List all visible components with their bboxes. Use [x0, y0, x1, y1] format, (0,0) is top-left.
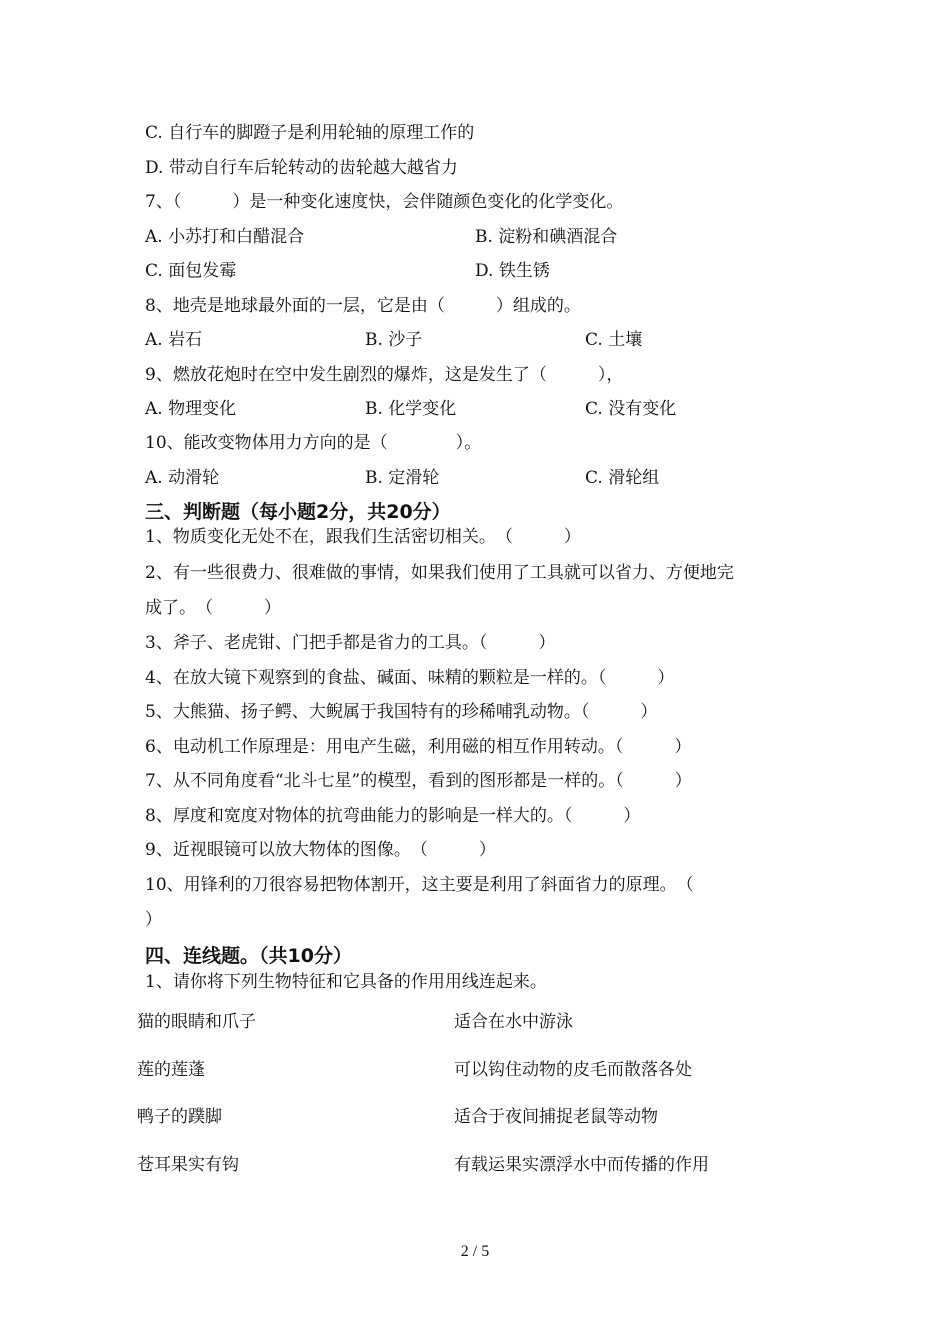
q7-option-b: B. 淀粉和碘酒混合 — [475, 227, 618, 247]
judge-item-6: 6、电动机工作原理是：用电产生磁，利用磁的相互作用转动。（ ） — [145, 737, 692, 757]
judge-item-3: 3、斧子、老虎钳、门把手都是省力的工具。（ ） — [145, 633, 556, 653]
link-right-item-1: 适合在水中游泳 — [454, 1012, 573, 1032]
judge-item-2: 2、有一些很费力、很难做的事情，如果我们使用了工具就可以省力、方便地完 — [145, 563, 734, 583]
q10-option-c: C. 滑轮组 — [585, 468, 660, 488]
q9-option-c: C. 没有变化 — [585, 399, 677, 419]
q7-option-d: D. 铁生锈 — [475, 261, 550, 281]
link-instruction: 1、请你将下列生物特征和它具备的作用用线连起来。 — [145, 972, 547, 992]
q9-option-b: B. 化学变化 — [365, 399, 457, 419]
link-right-item-3: 适合于夜间捕捉老鼠等动物 — [454, 1107, 658, 1127]
judge-item-5: 5、大熊猫、扬子鳄、大鲵属于我国特有的珍稀哺乳动物。（ ） — [145, 702, 658, 722]
q8-option-a: A. 岩石 — [145, 330, 203, 350]
q7-option-c: C. 面包发霉 — [145, 261, 237, 281]
q8-option-c: C. 土壤 — [585, 330, 643, 350]
q8-option-b: B. 沙子 — [365, 330, 423, 350]
judge-item-10: 10、用锋利的刀很容易把物体割开，这主要是利用了斜面省力的原理。 （ — [145, 875, 694, 895]
section-heading-judge: 三、判断题（每小题2分，共20分） — [145, 501, 451, 523]
judge-item-4: 4、在放大镜下观察到的食盐、碱面、味精的颗粒是一样的。（ ） — [145, 668, 675, 688]
page-number: 2 / 5 — [460, 1243, 490, 1260]
judge-item-9: 9、近视眼镜可以放大物体的图像。 （ ） — [145, 840, 496, 860]
link-right-item-4: 有载运果实漂浮水中而传播的作用 — [454, 1155, 709, 1175]
link-left-item-1: 猫的眼睛和爪子 — [137, 1012, 256, 1032]
question-8: 8、地壳是地球最外面的一层，它是由（ ）组成的。 — [145, 296, 581, 316]
section-heading-link: 四、连线题。（共10分） — [145, 945, 352, 967]
question-10: 10、能改变物体用力方向的是（ ）。 — [145, 433, 482, 453]
judge-item-8: 8、厚度和宽度对物体的抗弯曲能力的影响是一样大的。（ ） — [145, 806, 641, 826]
judge-item-1: 1、物质变化无处不在，跟我们生活密切相关。 （ ） — [145, 527, 581, 547]
link-left-item-3: 鸭子的蹼脚 — [137, 1107, 222, 1127]
link-left-item-2: 莲的莲蓬 — [137, 1060, 205, 1080]
q6-option-d: D. 带动自行车后轮转动的齿轮越大越省力 — [145, 158, 458, 178]
judge-item-7: 7、从不同角度看“北斗七星”的模型，看到的图形都是一样的。（ ） — [145, 771, 692, 791]
question-7: 7、（ ）是一种变化速度快，会伴随颜色变化的化学变化。 — [145, 192, 624, 212]
judge-item-2-cont: 成了。 （ ） — [145, 598, 281, 618]
q10-option-a: A. 动滑轮 — [145, 468, 220, 488]
question-9: 9、燃放花炮时在空中发生剧烈的爆炸，这是发生了（ ）， — [145, 365, 624, 385]
judge-item-10-cont: ） — [145, 910, 162, 930]
q9-option-a: A. 物理变化 — [145, 399, 237, 419]
q7-option-a: A. 小苏打和白醋混合 — [145, 227, 305, 247]
link-left-item-4: 苍耳果实有钩 — [137, 1155, 239, 1175]
link-right-item-2: 可以钩住动物的皮毛而散落各处 — [454, 1060, 692, 1080]
q10-option-b: B. 定滑轮 — [365, 468, 440, 488]
q6-option-c: C. 自行车的脚蹬子是利用轮轴的原理工作的 — [145, 123, 475, 143]
